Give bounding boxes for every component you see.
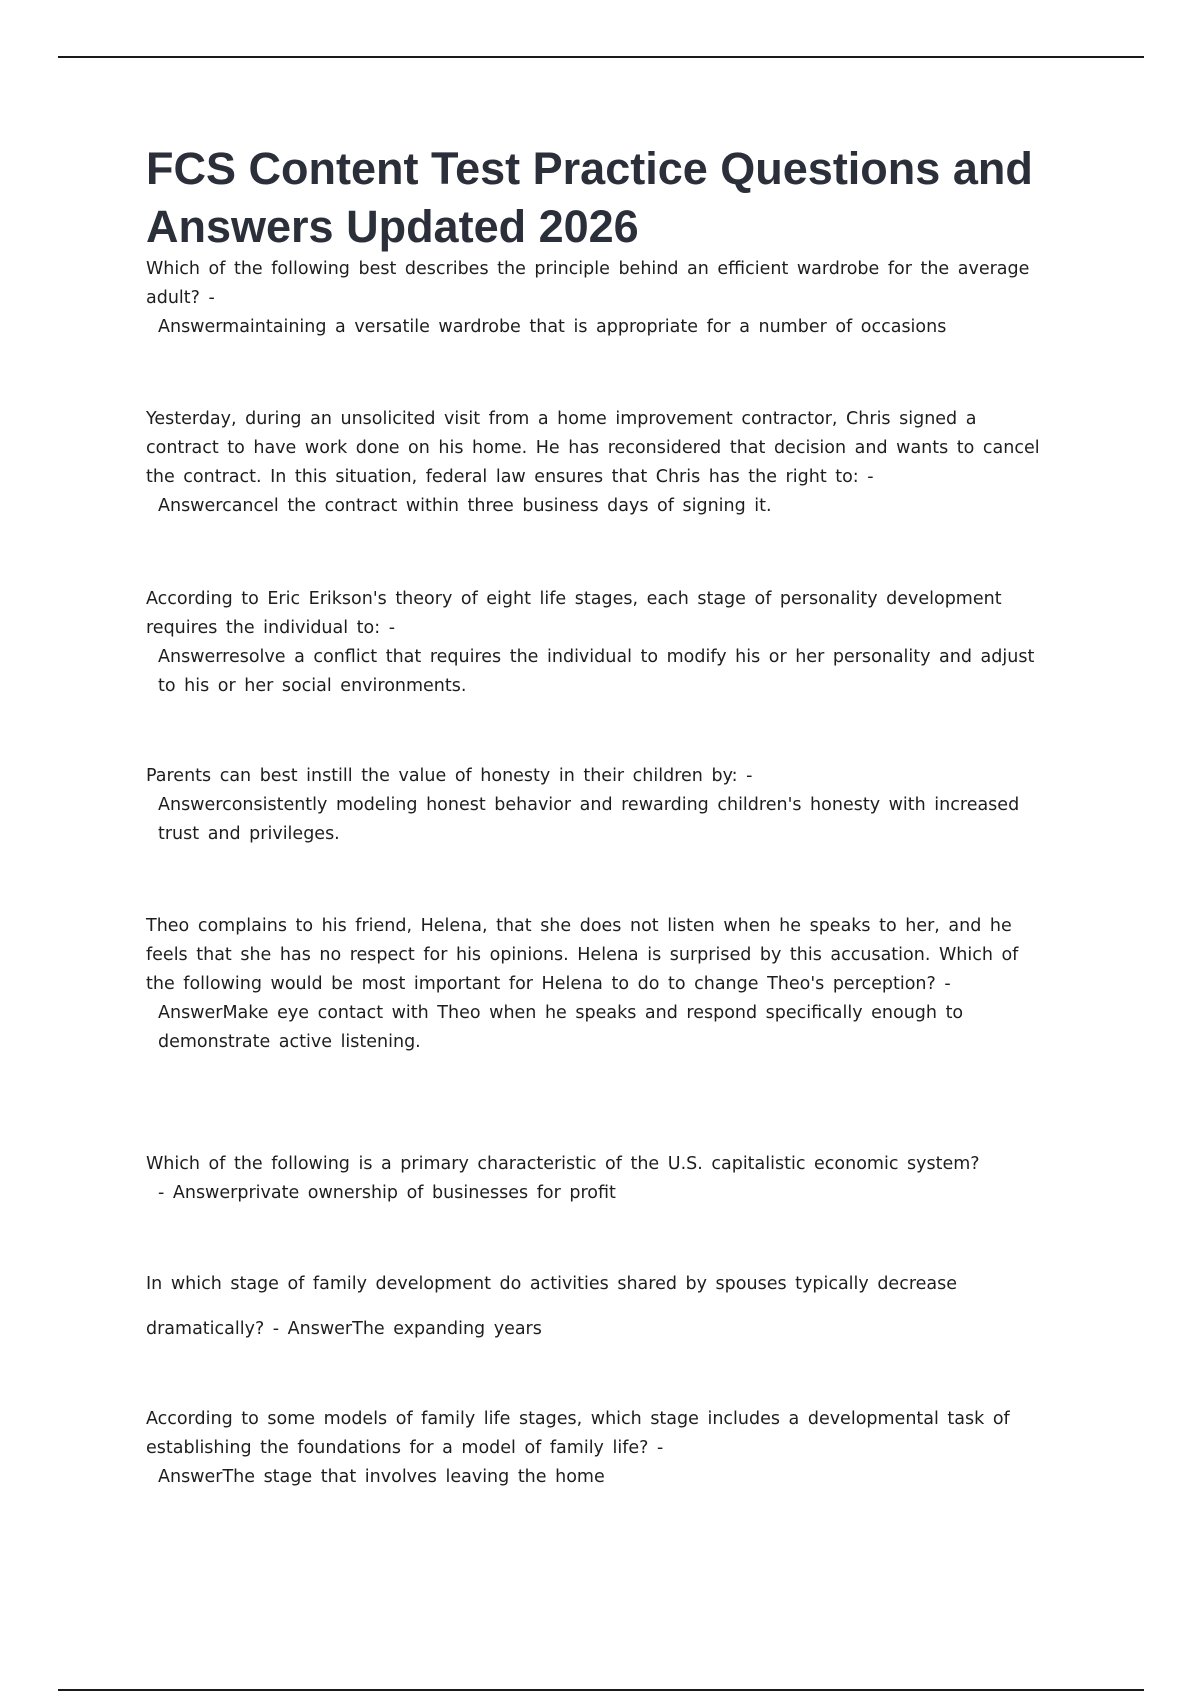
qa-item <box>146 405 1054 521</box>
question-text: Parents can best instill the value of honesty in their children by: - <box>146 766 753 786</box>
question-text: Yesterday, during an unsolicited visit from a home improvement contractor, Chris signed a contract to have work done on his home. He has reconsidered that decision and wants to cancel the contract. In this situation, federal law ensures that Chris has the right to: - <box>146 409 1040 487</box>
answer-text: - Answerprivate ownership of businesses for profit <box>158 1183 616 1203</box>
answer-text: AnswerMake eye contact with Theo when he speaks and respond specifically enough to demonstrate active listening. <box>158 1003 964 1052</box>
answer-text: Answermaintaining a versatile wardrobe that is appropriate for a number of occasions <box>158 317 947 337</box>
answer-text: Answercancel the contract within three business days of signing it. <box>158 496 772 516</box>
question-text: Theo complains to his friend, Helena, that she does not listen when he speaks to her, and he feels that she has no respect for his opinions. Helena is surprised by this accusation. Which of the following would be most important for Helena to do to change Theo's perception? - <box>146 916 1019 994</box>
question-text: According to Eric Erikson's theory of eight life stages, each stage of personality development requires the individual to: - <box>146 589 1002 638</box>
answer-text: Answerresolve a conflict that requires the individual to modify his or her personality and adjust to his or her social environments. <box>158 647 1035 696</box>
qa-item <box>146 1150 1054 1208</box>
page-title: FCS Content Test Practice Questions and Answers Updated 2026 <box>146 143 1033 252</box>
qa-item <box>146 1405 1054 1492</box>
answer-text: Answerconsistently modeling honest behavior and rewarding children's honesty with increased trust and privileges. <box>158 795 1020 844</box>
question-text: In which stage of family development do activities shared by spouses typically decrease <box>146 1274 957 1294</box>
question-text: According to some models of family life stages, which stage includes a developmental task of establishing the foundations for a model of family life? - <box>146 1409 1010 1458</box>
qa-item <box>146 1270 1054 1344</box>
qa-item <box>146 762 1054 849</box>
answer-text: AnswerThe stage that involves leaving the home <box>158 1467 605 1487</box>
qa-item <box>146 255 1054 342</box>
answer-text: dramatically? - AnswerThe expanding years <box>146 1319 542 1339</box>
bottom-divider <box>58 1689 1144 1691</box>
question-text: Which of the following is a primary characteristic of the U.S. capitalistic economic system? <box>146 1154 980 1174</box>
qa-item <box>146 585 1054 701</box>
top-divider <box>58 56 1144 58</box>
question-text: Which of the following best describes the principle behind an efficient wardrobe for the average adult? - <box>146 259 1030 308</box>
qa-item <box>146 912 1054 1057</box>
